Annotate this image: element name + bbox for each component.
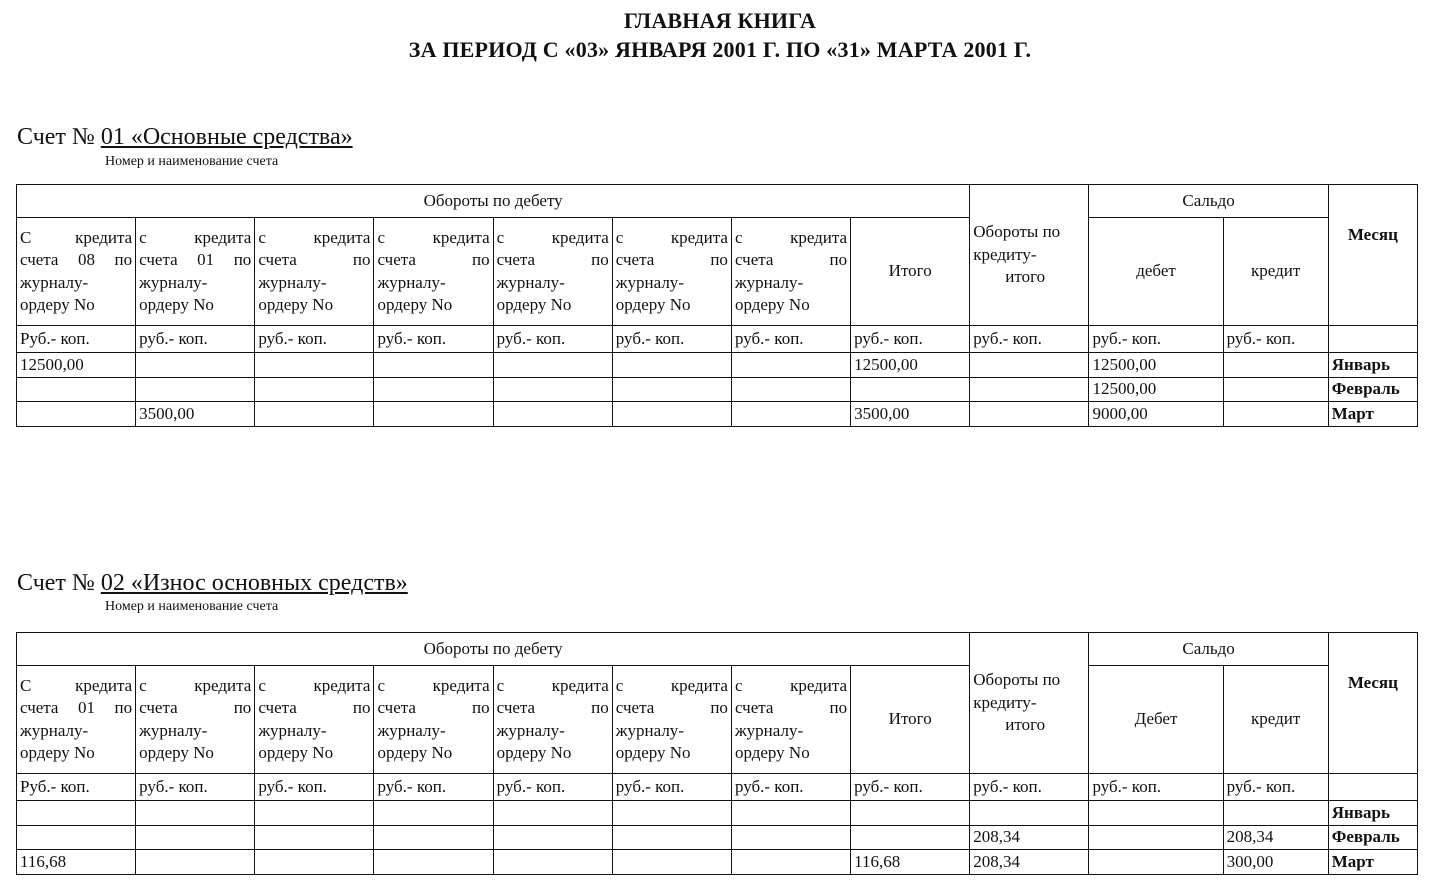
balance-header: Сальдо [1089,633,1328,666]
amount-cell [731,801,850,826]
amount-cell [255,825,374,850]
balance-credit-header: кредит [1223,218,1328,326]
amount-cell [255,801,374,826]
balance-debit-header: Дебет [1089,666,1223,774]
table-row [17,801,1418,826]
amount-cell [851,801,970,826]
amount-cell: 116,68 [851,850,970,875]
unit-cell: руб.- коп. [1089,326,1223,353]
amount-cell [255,353,374,378]
amount-cell [136,825,255,850]
unit-cell: руб.- коп. [255,774,374,801]
amount-cell: 208,34 [1223,825,1328,850]
amount-cell [731,353,850,378]
month-cell: Февраль [1328,377,1417,402]
amount-cell: 12500,00 [1089,377,1223,402]
amount-cell [136,377,255,402]
account-heading [17,124,353,151]
month-header: Месяц [1328,185,1417,326]
unit-cell [1328,326,1417,353]
unit-cell: руб.- коп. [731,774,850,801]
debit-source-column-header: с кредита счета по журналу- ордеру No [374,666,493,774]
unit-cell: руб.- коп. [731,326,850,353]
debit-source-column-header: С кредита счета 01 по журналу- ордеру No [17,666,136,774]
amount-cell: 3500,00 [136,402,255,427]
unit-cell: руб.- коп. [970,326,1089,353]
debit-source-column-header: с кредита счета по журналу- ордеру No [136,666,255,774]
balance-debit-header: дебет [1089,218,1223,326]
unit-cell: руб.- коп. [136,326,255,353]
account-name: 01 «Основные средства» [100,124,353,150]
unit-cell: руб.- коп. [255,326,374,353]
debit-source-column-header: с кредита счета по журналу- ордеру No [255,218,374,326]
amount-cell [731,825,850,850]
table-row [17,850,1418,875]
amount-cell [136,801,255,826]
amount-cell [374,801,493,826]
amount-cell [851,377,970,402]
debit-turnover-header: Обороты по дебету [17,185,970,218]
debit-source-column-header: с кредита счета по журналу- ордеру No [612,666,731,774]
credit-turnover-header: Обороты по кредиту- итого [970,185,1089,326]
amount-cell [1089,850,1223,875]
amount-cell [851,825,970,850]
debit-source-column-header: с кредита счета по журналу- ордеру No [731,218,850,326]
amount-cell [374,850,493,875]
amount-cell [1223,801,1328,826]
amount-cell [374,353,493,378]
debit-source-column-header: с кредита счета 01 по журналу- ордеру No [136,218,255,326]
account-label: Счет № [17,124,95,150]
account-name: 02 «Износ основных средств» [100,570,408,596]
amount-cell [374,825,493,850]
unit-cell [1328,774,1417,801]
amount-cell: 300,00 [1223,850,1328,875]
amount-cell [1223,353,1328,378]
amount-cell [493,825,612,850]
account-subtitle: Номер и наименование счета [105,154,279,169]
ledger-table [16,184,1418,427]
table-row [17,825,1418,850]
balance-credit-header: кредит [1223,666,1328,774]
month-cell: Март [1328,402,1417,427]
amount-cell [493,402,612,427]
amount-cell [731,402,850,427]
amount-cell [970,377,1089,402]
month-cell: Январь [1328,801,1417,826]
unit-cell: руб.- коп. [374,774,493,801]
unit-cell: руб.- коп. [374,326,493,353]
debit-source-column-header: с кредита счета по журналу- ордеру No [493,666,612,774]
amount-cell: 12500,00 [17,353,136,378]
debit-source-column-header: С кредита счета 08 по журналу- ордеру No [17,218,136,326]
amount-cell [1223,377,1328,402]
balance-header: Сальдо [1089,185,1328,218]
unit-cell: руб.- коп. [1223,326,1328,353]
amount-cell [612,801,731,826]
amount-cell: 208,34 [970,825,1089,850]
amount-cell [255,377,374,402]
amount-cell [612,850,731,875]
amount-cell [970,402,1089,427]
amount-cell [493,801,612,826]
month-cell: Январь [1328,353,1417,378]
amount-cell [136,850,255,875]
debit-source-column-header: с кредита счета по журналу- ордеру No [255,666,374,774]
amount-cell [17,825,136,850]
unit-cell: руб.- коп. [1223,774,1328,801]
amount-cell [731,850,850,875]
amount-cell [374,402,493,427]
unit-cell: руб.- коп. [612,326,731,353]
amount-cell [970,801,1089,826]
month-cell: Март [1328,850,1417,875]
amount-cell [374,377,493,402]
unit-cell: руб.- коп. [493,326,612,353]
total-header: Итого [851,218,970,326]
unit-cell: руб.- коп. [136,774,255,801]
amount-cell: 12500,00 [1089,353,1223,378]
amount-cell [612,402,731,427]
month-header: Месяц [1328,633,1417,774]
table-row [17,353,1418,378]
amount-cell [612,377,731,402]
total-header: Итого [851,666,970,774]
amount-cell: 208,34 [970,850,1089,875]
debit-source-column-header: с кредита счета по журналу- ордеру No [374,218,493,326]
ledger-title: ГЛАВНАЯ КНИГА [623,8,817,33]
amount-cell [612,825,731,850]
ledger-table [16,632,1418,875]
table-row [17,377,1418,402]
amount-cell [970,353,1089,378]
unit-cell: руб.- коп. [612,774,731,801]
unit-cell: руб.- коп. [970,774,1089,801]
debit-source-column-header: с кредита счета по журналу- ордеру No [731,666,850,774]
unit-cell: руб.- коп. [851,774,970,801]
unit-cell: руб.- коп. [1089,774,1223,801]
amount-cell [17,801,136,826]
amount-cell [493,353,612,378]
credit-turnover-header: Обороты по кредиту- итого [970,633,1089,774]
debit-source-column-header: с кредита счета по журналу- ордеру No [612,218,731,326]
amount-cell [1089,825,1223,850]
amount-cell [612,353,731,378]
amount-cell: 116,68 [17,850,136,875]
account-subtitle: Номер и наименование счета [105,599,279,614]
amount-cell [493,377,612,402]
unit-cell: Руб.- коп. [17,774,136,801]
debit-turnover-header: Обороты по дебету [17,633,970,666]
amount-cell [17,377,136,402]
amount-cell: 3500,00 [851,402,970,427]
account-heading [17,570,408,597]
table-row [17,402,1418,427]
amount-cell [731,377,850,402]
unit-cell: руб.- коп. [493,774,612,801]
amount-cell: 12500,00 [851,353,970,378]
account-label: Счет № [17,570,95,596]
debit-source-column-header: с кредита счета по журналу- ордеру No [493,218,612,326]
ledger-period: ЗА ПЕРИОД С «03» ЯНВАРЯ 2001 Г. ПО «31» МАРТА 2001 Г. [408,37,1032,62]
amount-cell [493,850,612,875]
amount-cell [17,402,136,427]
unit-cell: руб.- коп. [851,326,970,353]
amount-cell [255,850,374,875]
amount-cell: 9000,00 [1089,402,1223,427]
amount-cell [136,353,255,378]
amount-cell [255,402,374,427]
month-cell: Февраль [1328,825,1417,850]
unit-cell: Руб.- коп. [17,326,136,353]
amount-cell [1223,402,1328,427]
amount-cell [1089,801,1223,826]
